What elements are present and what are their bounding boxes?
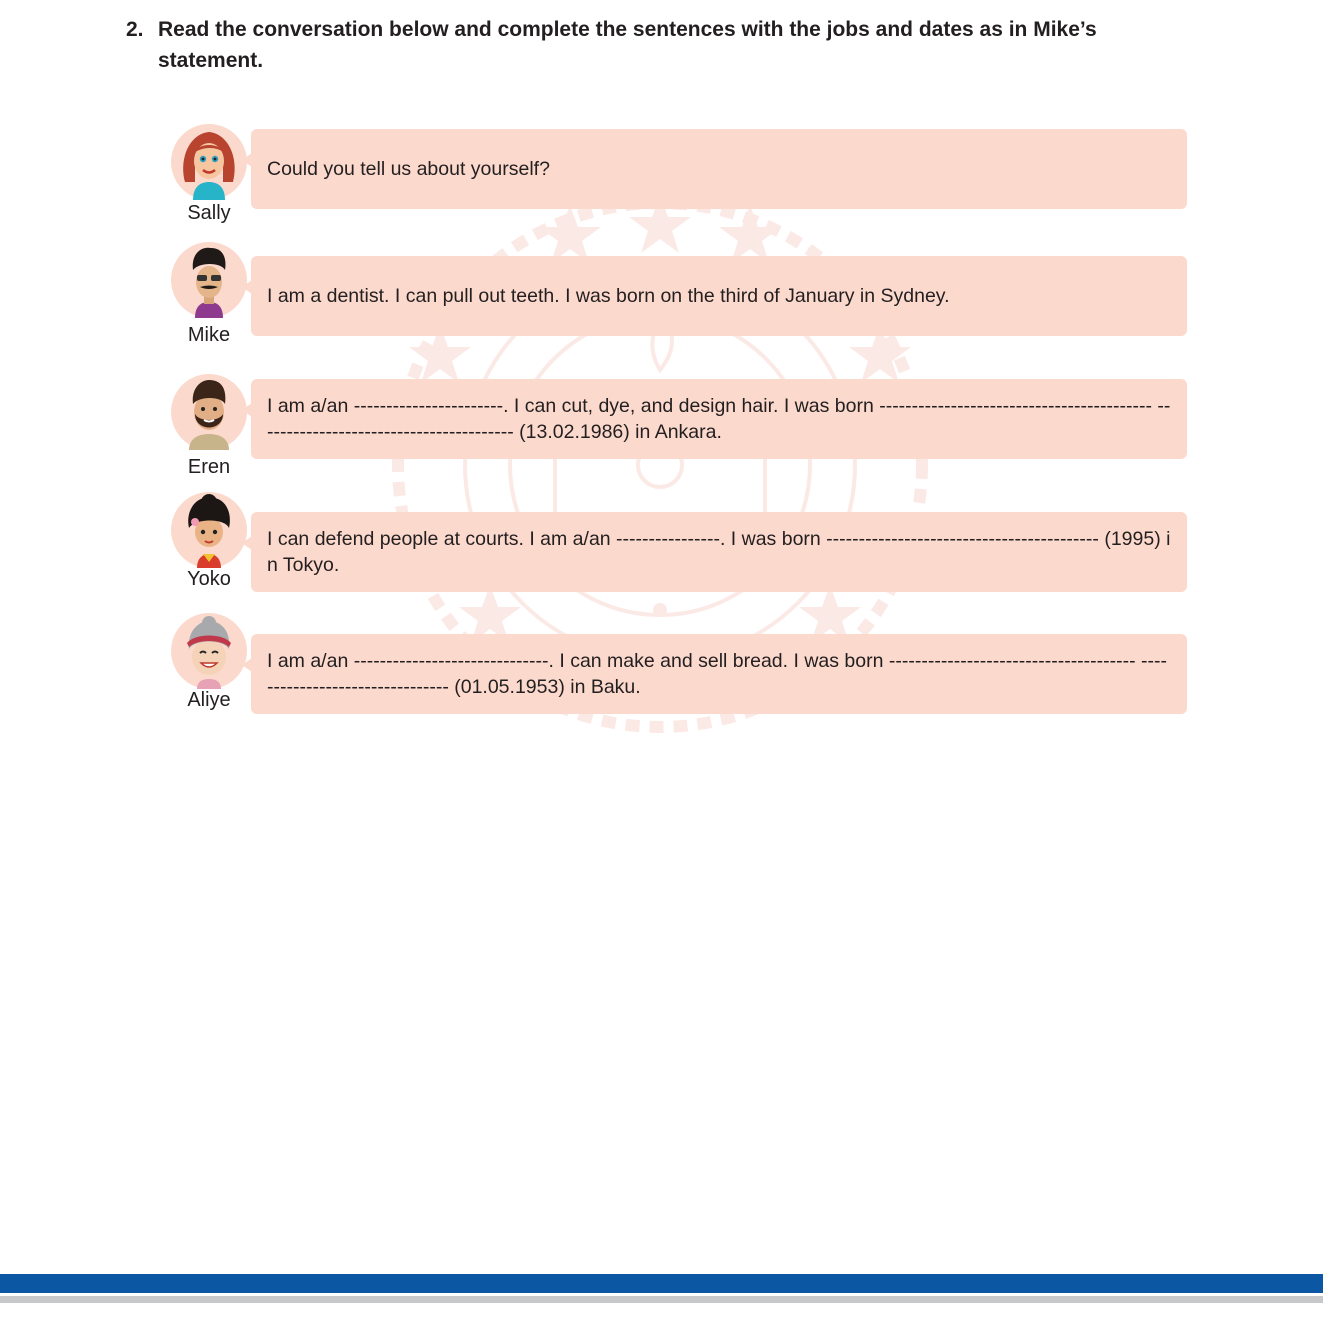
speech-text: I am a/an -----------------------. I can cut, dye, and design hair. I was born ------------------------------------------ ---------------------------------------- (13.02.1986) in Ankara.	[267, 394, 1171, 443]
yoko-avatar-icon	[171, 492, 247, 568]
speech-text: I can defend people at courts. I am a/an ----------------. I was born ------------------------------------------ (1995) in Tokyo.	[267, 527, 1171, 576]
footer-bar	[0, 1274, 1323, 1293]
dialogue-row-sally	[171, 124, 1187, 229]
speaker-name: Eren	[187, 456, 231, 478]
speaker-name: Yoko	[187, 568, 231, 590]
sally-avatar-icon	[171, 124, 247, 200]
speech-bubble	[251, 379, 1187, 459]
question-number: 2.	[126, 18, 144, 41]
footer-line	[0, 1296, 1323, 1303]
dialogue-row-aliye	[171, 613, 1187, 718]
dialogue-row-eren	[171, 374, 1187, 484]
speech-bubble	[251, 129, 1187, 209]
dialogue-row-mike	[171, 242, 1187, 347]
question-instruction	[126, 14, 1186, 76]
speaker-name: Sally	[187, 202, 231, 224]
speech-text: I am a dentist. I can pull out teeth. I was born on the third of January in Sydney.	[267, 284, 950, 307]
speech-bubble	[251, 634, 1187, 714]
aliye-avatar-icon	[171, 613, 247, 689]
speech-bubble	[251, 256, 1187, 336]
speaker-name: Mike	[187, 324, 231, 346]
speech-text: I am a/an ------------------------------. I can make and sell bread. I was born -------------------------------------- -------------------------------- (01.05.1953) in Baku.	[267, 649, 1168, 698]
speech-text: Could you tell us about yourself?	[267, 157, 550, 180]
question-text: Read the conversation below and complete the sentences with the jobs and dates as in Mike’s statement.	[158, 18, 1097, 72]
mike-avatar-icon	[171, 242, 247, 318]
dialogue-row-yoko	[171, 492, 1187, 597]
speaker-name: Aliye	[187, 689, 231, 711]
eren-avatar-icon	[171, 374, 247, 450]
speech-bubble	[251, 512, 1187, 592]
